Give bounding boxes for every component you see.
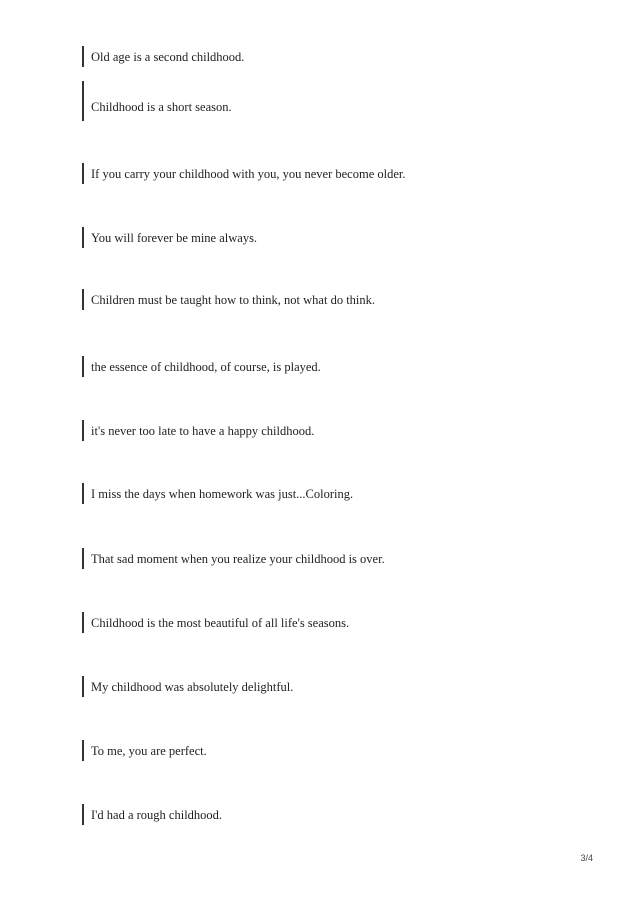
quote-text: the essence of childhood, of course, is played. xyxy=(91,359,321,374)
quote-bar xyxy=(82,289,84,310)
quote-item xyxy=(82,548,385,569)
quote-bar xyxy=(82,612,84,633)
quote-bar xyxy=(82,548,84,569)
quote-item xyxy=(82,289,375,310)
quote-text: Children must be taught how to think, not what do think. xyxy=(91,292,376,307)
quote-item xyxy=(82,227,257,248)
quote-text: To me, you are perfect. xyxy=(91,743,207,758)
quote-text: I'd had a rough childhood. xyxy=(91,807,223,822)
quote-text: If you carry your childhood with you, you never become older. xyxy=(91,166,406,181)
quote-bar xyxy=(82,46,84,67)
quote-item xyxy=(82,612,349,633)
quote-bar xyxy=(82,163,84,184)
quote-bar xyxy=(82,483,84,504)
quote-item xyxy=(82,740,207,761)
quote-item xyxy=(82,46,244,67)
quote-text: That sad moment when you realize your childhood is over. xyxy=(91,551,385,566)
quote-bar xyxy=(82,740,84,761)
quote-bar xyxy=(82,804,84,825)
quote-text: Childhood is the most beautiful of all life's seasons. xyxy=(91,615,350,630)
quote-item xyxy=(82,81,232,121)
quote-text: Old age is a second childhood. xyxy=(91,49,245,64)
page-number: 3/4 xyxy=(580,853,593,863)
quote-text: I miss the days when homework was just...Coloring. xyxy=(91,486,354,501)
quote-text: it's never too late to have a happy childhood. xyxy=(91,423,315,438)
quote-item xyxy=(82,420,314,441)
quote-text: You will forever be mine always. xyxy=(91,230,258,245)
quote-bar xyxy=(82,81,84,121)
quote-item xyxy=(82,483,353,504)
quote-bar xyxy=(82,676,84,697)
quote-bar xyxy=(82,356,84,377)
quote-text: My childhood was absolutely delightful. xyxy=(91,679,294,694)
quote-bar xyxy=(82,227,84,248)
quote-item xyxy=(82,356,321,377)
quote-bar xyxy=(82,420,84,441)
quote-text: Childhood is a short season. xyxy=(91,100,232,114)
quote-item xyxy=(82,163,406,184)
quote-item xyxy=(82,676,293,697)
quote-item xyxy=(82,804,222,825)
